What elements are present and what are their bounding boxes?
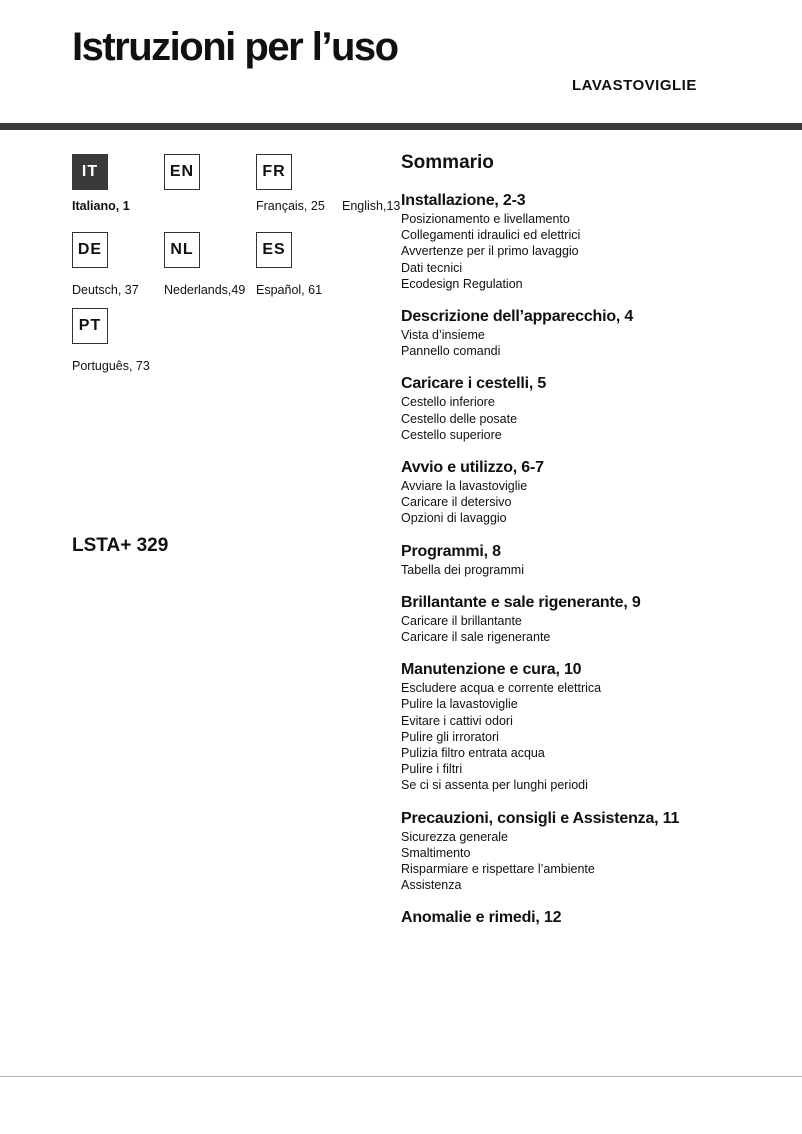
toc-item[interactable]: Collegamenti idraulici ed elettrici	[401, 228, 581, 243]
toc-item[interactable]: Caricare il brillantante	[401, 613, 522, 628]
language-label-de[interactable]: Deutsch, 37	[72, 283, 139, 297]
toc-item[interactable]: Pannello comandi	[401, 344, 501, 359]
product-category: LAVASTOVIGLIE	[572, 77, 697, 94]
language-box-en[interactable]: EN	[164, 154, 200, 190]
toc-section	[401, 307, 791, 359]
language-label-fr[interactable]: Français, 25	[256, 199, 325, 213]
toc-title: Sommario	[401, 152, 494, 173]
toc-item[interactable]: Pulire i filtri	[401, 762, 463, 777]
toc-item[interactable]: Evitare i cattivi odori	[401, 713, 513, 728]
page-title: Istruzioni per l’uso	[72, 25, 398, 69]
toc-item[interactable]: Pulire la lavastoviglie	[401, 697, 518, 712]
toc-section	[401, 809, 791, 894]
toc-item[interactable]: Cestello delle posate	[401, 411, 518, 426]
toc-item[interactable]: Sicurezza generale	[401, 829, 509, 844]
toc-section-title[interactable]: Installazione, 2-3	[401, 192, 526, 209]
model-name: LSTA+ 329	[72, 535, 169, 556]
toc-sections	[401, 191, 791, 928]
language-label-it[interactable]: Italiano, 1	[72, 199, 130, 213]
toc-item[interactable]: Pulizia filtro entrata acqua	[401, 746, 545, 761]
toc-item[interactable]: Avvertenze per il primo lavaggio	[401, 244, 579, 259]
language-label-es[interactable]: Español, 61	[256, 283, 323, 297]
language-label-pt[interactable]: Português, 73	[72, 359, 150, 373]
toc-item[interactable]: Smaltimento	[401, 845, 471, 860]
toc-item[interactable]: Risparmiare e rispettare l’ambiente	[401, 862, 595, 877]
language-box-de[interactable]: DE	[72, 232, 108, 268]
toc-item[interactable]: Assistenza	[401, 878, 462, 893]
toc-item[interactable]: Caricare il sale rigenerante	[401, 630, 551, 645]
footer-divider	[0, 1076, 802, 1077]
toc-section	[401, 542, 791, 578]
toc-item[interactable]: Opzioni di lavaggio	[401, 511, 507, 526]
language-label-nl[interactable]: Nederlands,49	[164, 283, 246, 297]
language-box-fr[interactable]: FR	[256, 154, 292, 190]
toc-item[interactable]: Posizionamento e livellamento	[401, 212, 570, 226]
header-divider	[0, 123, 802, 130]
toc-section-title[interactable]: Manutenzione e cura, 10	[401, 661, 582, 679]
toc-item[interactable]: Ecodesign Regulation	[401, 276, 523, 291]
toc-section	[401, 374, 791, 443]
language-box-nl[interactable]: NL	[164, 232, 200, 268]
toc-section-title[interactable]: Avvio e utilizzo, 6-7	[401, 459, 544, 477]
toc-section	[401, 458, 791, 527]
toc-section-title[interactable]: Anomalie e rimedi, 12	[401, 909, 562, 927]
toc-section-title[interactable]: Descrizione dell’apparecchio, 4	[401, 308, 634, 326]
toc-item[interactable]: Avviare la lavastoviglie	[401, 479, 528, 494]
toc-item[interactable]: Caricare il detersivo	[401, 495, 512, 510]
toc-section	[401, 660, 791, 793]
toc-item[interactable]: Cestello superiore	[401, 427, 502, 442]
toc-section-title[interactable]: Brillantante e sale rigenerante, 9	[401, 593, 641, 611]
toc-item[interactable]: Escludere acqua e corrente elettrica	[401, 681, 602, 696]
toc-section-title[interactable]: Caricare i cestelli, 5	[401, 375, 547, 393]
language-box-it[interactable]: IT	[72, 154, 108, 190]
toc-section	[401, 593, 791, 645]
language-box-es[interactable]: ES	[256, 232, 292, 268]
toc-item[interactable]: Vista d’insieme	[401, 328, 485, 343]
toc-item[interactable]: Tabella dei programmi	[401, 562, 524, 577]
table-of-contents	[401, 152, 791, 943]
toc-section-title[interactable]: Programmi, 8	[401, 542, 501, 560]
toc-item[interactable]: Pulire gli irroratori	[401, 729, 499, 744]
toc-section-title[interactable]: Precauzioni, consigli e Assistenza, 11	[401, 809, 680, 827]
language-label-en[interactable]: English,13	[342, 199, 401, 213]
toc-item[interactable]: Se ci si assenta per lunghi periodi	[401, 778, 588, 793]
toc-section	[401, 908, 791, 928]
toc-item[interactable]: Dati tecnici	[401, 260, 463, 275]
toc-section	[401, 191, 791, 292]
toc-item[interactable]: Cestello inferiore	[401, 395, 495, 410]
language-box-pt[interactable]: PT	[72, 308, 108, 344]
